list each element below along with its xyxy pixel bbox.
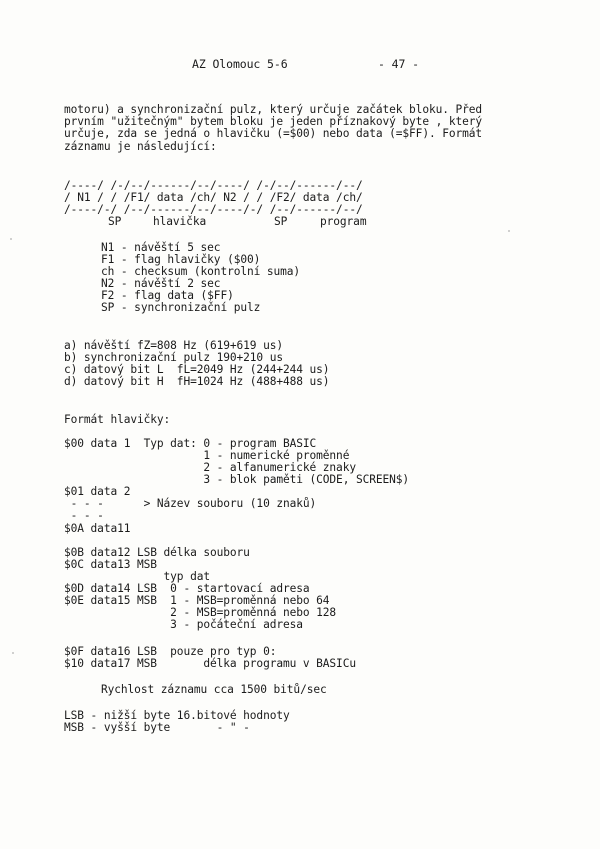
format-line: $0F data16 LSB pouze pro typ 0:: [64, 645, 277, 658]
format-line: $00 data 1 Typ dat: 0 - program BASIC: [64, 437, 317, 450]
signal-item: d) datový bit H fH=1024 Hz (488+488 us): [64, 375, 330, 388]
header-title: AZ Olomouc 5-6: [192, 57, 288, 71]
diagram-line: / N1 / / /F1/ data /ch/ N2 / / /F2/ data /ch/: [64, 191, 363, 204]
signal-item: a) návěští fZ=808 Hz (619+619 us): [64, 339, 283, 352]
legend-item: F1 - flag hlavičky ($00): [101, 253, 261, 266]
format-line: $0C data13 MSB: [64, 558, 157, 571]
format-line: 3 - počáteční adresa: [64, 618, 303, 631]
footnote: MSB - vyšší byte - " -: [64, 721, 250, 734]
format-line: $10 data17 MSB délka programu v BASICu: [64, 657, 356, 670]
format-line: $0B data12 LSB délka souboru: [64, 546, 250, 559]
signal-item: c) datový bit L fL=2049 Hz (244+244 us): [64, 363, 330, 376]
format-line: 2 - MSB=proměnná nebo 128: [64, 606, 337, 619]
legend-item: SP - synchronizační pulz: [101, 301, 261, 314]
intro-line: motoru) a synchronizační pulz, který určuje začátek bloku. Před: [64, 103, 483, 116]
diagram-line: /----/-/ /--/------/--/----/-/ /--/------/--/: [64, 203, 363, 216]
legend-item: F2 - flag data ($FF): [101, 289, 234, 302]
diagram-label-program: program: [320, 215, 367, 228]
intro-line: záznamu je následující:: [64, 140, 217, 153]
intro-line: určuje, zda se jedná o hlavičku (=$00) nebo data (=$FF). Formát: [64, 127, 483, 140]
format-line: - - -: [64, 509, 104, 522]
format-line: 2 - alfanumerické znaky: [64, 461, 356, 474]
format-line: $0A data11: [64, 522, 131, 535]
diagram-label-header: hlavička: [153, 215, 207, 228]
scan-speck: [508, 230, 510, 232]
format-line: 3 - blok paměti (CODE, SCREEN$): [64, 473, 410, 486]
format-line: $0E data15 MSB 1 - MSB=proměnná nebo 64: [64, 594, 330, 607]
footnote: LSB - nižší byte 16.bitové hodnoty: [64, 709, 290, 722]
diagram-line: /----/ /-/--/------/--/----/ /-/--/------/--/: [64, 179, 363, 192]
diagram-label-sp: SP: [274, 215, 288, 228]
legend-item: N2 - návěští 2 sec: [101, 277, 221, 290]
page-number: - 47 -: [378, 57, 419, 71]
format-line: typ dat: [64, 570, 210, 583]
scan-speck: [12, 652, 14, 654]
legend-item: N1 - návěští 5 sec: [101, 241, 221, 254]
diagram-label-sp: SP: [108, 215, 122, 228]
format-line: $01 data 2: [64, 485, 131, 498]
format-line: - - - > Název souboru (10 znaků): [64, 497, 317, 510]
intro-line: prvním "užitečným" bytem bloku je jeden příznakový byte , který: [64, 115, 483, 128]
format-line: $0D data14 LSB 0 - startovací adresa: [64, 582, 310, 595]
format-line: 1 - numerické proměnné: [64, 449, 350, 462]
legend-item: ch - checksum (kontrolní suma): [101, 265, 301, 278]
speed-note: Rychlost záznamu cca 1500 bitů/sec: [101, 683, 327, 696]
scan-speck: [10, 238, 12, 240]
format-heading: Formát hlavičky:: [64, 413, 171, 426]
signal-item: b) synchronizační pulz 190+210 us: [64, 351, 283, 364]
